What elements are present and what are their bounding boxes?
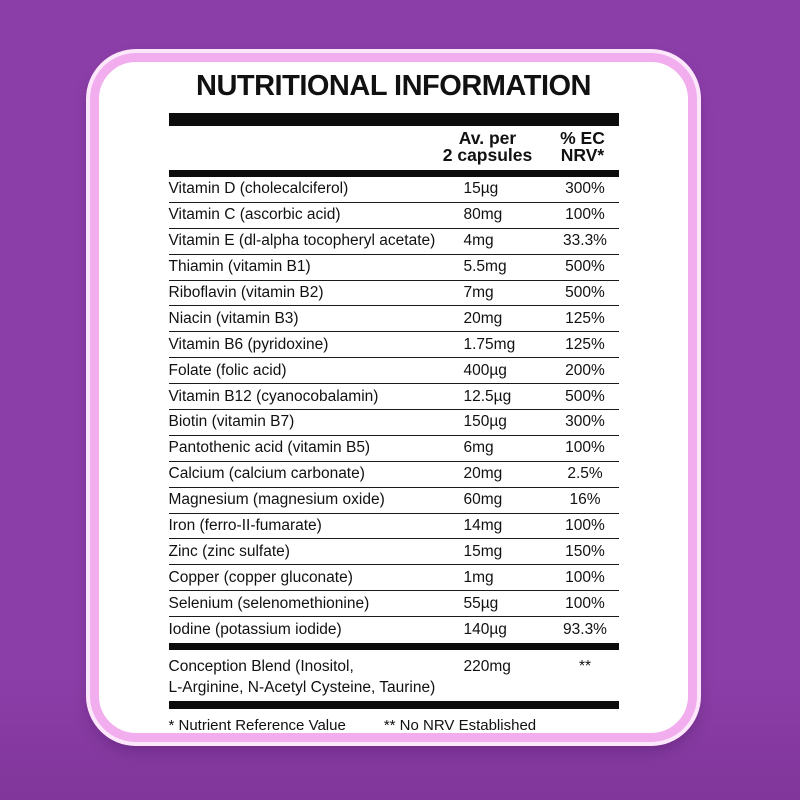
table-row bbox=[169, 203, 619, 229]
nutrient-name: Copper (copper gluconate) bbox=[168, 568, 353, 586]
table-row bbox=[169, 539, 619, 565]
nutrient-name: Iron (ferro-II-fumarate) bbox=[168, 517, 322, 535]
divider-bar-top bbox=[169, 113, 619, 126]
nutrient-amount: 400µg bbox=[463, 361, 507, 379]
nutrient-name: Thiamin (vitamin B1) bbox=[168, 258, 311, 276]
nutrient-nrv: 100% bbox=[565, 439, 605, 457]
divider-bar-bottom bbox=[169, 701, 619, 709]
nutrient-name: Pantothenic acid (vitamin B5) bbox=[168, 439, 371, 457]
table-row bbox=[169, 229, 619, 255]
nutrient-nrv: 2.5% bbox=[567, 465, 603, 483]
blend-nrv: ** bbox=[578, 657, 592, 675]
nutrient-name: Zinc (zinc sulfate) bbox=[168, 542, 290, 560]
nutrient-amount: 15mg bbox=[463, 542, 503, 560]
nutrient-name: Calcium (calcium carbonate) bbox=[168, 465, 365, 483]
nutrient-amount: 15µg bbox=[463, 180, 499, 198]
column-header-nrv-line1: % EC bbox=[560, 128, 605, 148]
label-title: NUTRITIONAL INFORMATION bbox=[196, 70, 591, 102]
nutrient-nrv: 100% bbox=[565, 517, 605, 535]
nutrient-table bbox=[169, 177, 619, 643]
table-row bbox=[169, 514, 619, 540]
table-header bbox=[169, 130, 619, 164]
column-header-nrv-line2: NRV* bbox=[560, 145, 605, 165]
table-row bbox=[169, 462, 619, 488]
label-content bbox=[169, 70, 619, 734]
table-row-conception-blend bbox=[169, 650, 619, 701]
table-row bbox=[169, 565, 619, 591]
nutrient-amount: 5.5mg bbox=[463, 258, 507, 276]
nutrient-nrv: 93.3% bbox=[563, 621, 607, 639]
column-header-amount-line2: 2 capsules bbox=[442, 145, 533, 165]
table-row bbox=[169, 591, 619, 617]
nutrient-amount: 12.5µg bbox=[463, 387, 512, 405]
table-row bbox=[169, 384, 619, 410]
column-header-amount bbox=[429, 130, 547, 164]
nutrient-amount: 20mg bbox=[463, 309, 503, 327]
table-row bbox=[169, 281, 619, 307]
nutrient-nrv: 16% bbox=[569, 491, 601, 509]
nutrient-name: Vitamin B12 (cyanocobalamin) bbox=[168, 387, 379, 405]
column-header-nrv bbox=[547, 130, 619, 164]
nutrient-amount: 7mg bbox=[463, 284, 494, 301]
table-row bbox=[169, 488, 619, 514]
nutrient-nrv: 500% bbox=[565, 258, 605, 276]
nutrient-nrv: 33.3% bbox=[563, 232, 607, 250]
nutrient-amount: 150µg bbox=[463, 413, 507, 431]
blend-amount: 220mg bbox=[463, 657, 511, 675]
table-row bbox=[169, 177, 619, 203]
column-header-amount-line1: Av. per bbox=[458, 128, 517, 148]
nutrient-amount: 1.75mg bbox=[463, 335, 516, 353]
footnote-no-nrv: ** No NRV Established bbox=[383, 716, 537, 734]
nutrient-nrv: 125% bbox=[565, 309, 605, 327]
table-row bbox=[169, 436, 619, 462]
table-row bbox=[169, 410, 619, 436]
nutrient-nrv: 100% bbox=[565, 568, 605, 586]
nutrient-name: Iodine (potassium iodide) bbox=[168, 621, 342, 639]
blend-name-line2: L-Arginine, N-Acetyl Cysteine, Taurine) bbox=[168, 678, 436, 696]
nutrient-amount: 80mg bbox=[463, 206, 503, 224]
table-row bbox=[169, 617, 619, 643]
nutrient-amount: 20mg bbox=[463, 465, 503, 483]
blend-name bbox=[169, 656, 464, 698]
nutrient-name: Folate (folic acid) bbox=[168, 361, 287, 379]
blend-name-line1: Conception Blend (Inositol, bbox=[168, 657, 354, 675]
nutrient-amount: 14mg bbox=[463, 517, 503, 535]
nutrient-amount: 140µg bbox=[463, 621, 507, 639]
nutrient-name: Vitamin B6 (pyridoxine) bbox=[168, 335, 329, 353]
nutrient-nrv: 125% bbox=[565, 335, 605, 353]
table-row bbox=[169, 255, 619, 281]
nutrient-nrv: 300% bbox=[565, 413, 605, 431]
divider-bar-header bbox=[169, 170, 619, 177]
nutrient-amount: 55µg bbox=[463, 594, 499, 612]
column-header-name bbox=[169, 130, 429, 164]
table-row bbox=[169, 358, 619, 384]
nutrient-nrv: 100% bbox=[565, 206, 605, 224]
nutrient-amount: 60mg bbox=[463, 491, 503, 509]
footnote-nrv: * Nutrient Reference Value bbox=[168, 716, 346, 734]
nutrient-nrv: 500% bbox=[565, 387, 605, 405]
nutrient-amount: 6mg bbox=[463, 439, 494, 457]
nutrient-nrv: 100% bbox=[565, 594, 605, 612]
table-row bbox=[169, 332, 619, 358]
nutrient-name: Selenium (selenomethionine) bbox=[168, 594, 370, 612]
table-row bbox=[169, 306, 619, 332]
nutrient-amount: 1mg bbox=[463, 568, 494, 586]
nutrient-name: Vitamin D (cholecalciferol) bbox=[168, 180, 349, 198]
nutrient-name: Biotin (vitamin B7) bbox=[168, 413, 295, 431]
nutrient-nrv: 300% bbox=[565, 180, 605, 198]
nutrient-name: Riboflavin (vitamin B2) bbox=[168, 284, 324, 301]
nutrient-name: Vitamin E (dl-alpha tocopheryl acetate) bbox=[168, 232, 436, 250]
nutrient-name: Vitamin C (ascorbic acid) bbox=[168, 206, 341, 224]
nutrient-nrv: 150% bbox=[565, 542, 605, 560]
nutrient-nrv: 500% bbox=[565, 284, 605, 301]
nutrient-nrv: 200% bbox=[565, 361, 605, 379]
nutrient-amount: 4mg bbox=[463, 232, 494, 250]
footnotes bbox=[169, 717, 619, 734]
nutrient-name: Magnesium (magnesium oxide) bbox=[168, 491, 385, 509]
nutrition-label-card bbox=[90, 53, 697, 742]
nutrient-name: Niacin (vitamin B3) bbox=[168, 309, 299, 327]
